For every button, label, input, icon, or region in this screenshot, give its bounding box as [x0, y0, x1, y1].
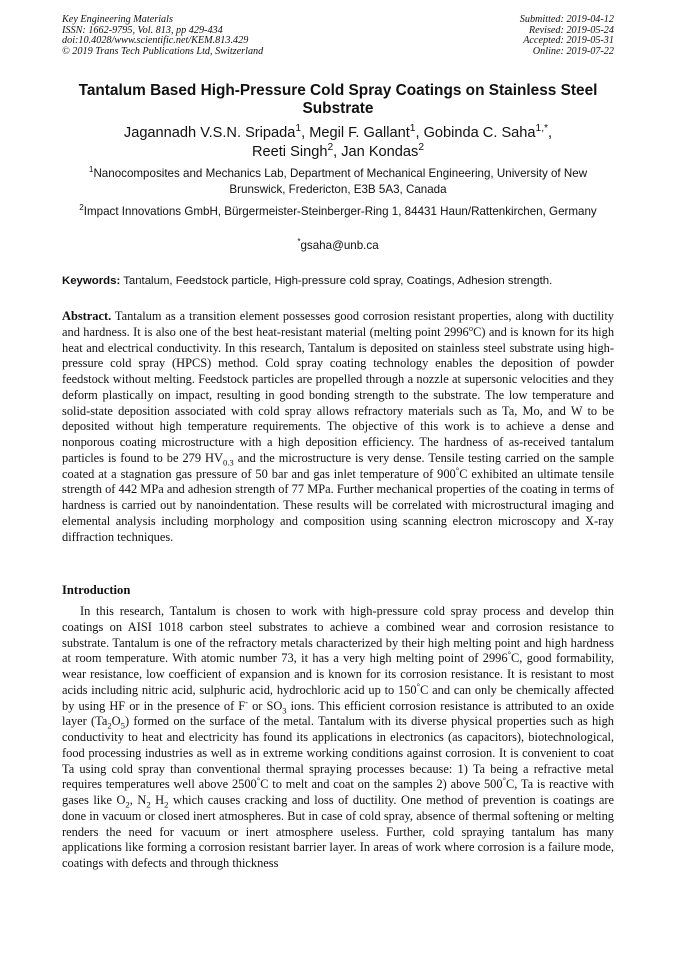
journal-issn: ISSN: 1662-9795, Vol. 813, pp 429-434: [62, 24, 223, 36]
author: Jagannadh V.S.N. Sripada$^1$,: [123, 123, 310, 141]
affiliation-1: $^1$Nanocomposites and Mechanics Lab, Department of Mechanical Engineering, University of New Brunswick, Fredericton, E3B 5A3, Canada: [88, 165, 588, 196]
introduction-heading: Introduction: [62, 583, 131, 597]
abstract-label: Abstract.: [62, 309, 112, 323]
revised-date: Revised: 2019-05-24: [528, 24, 614, 36]
journal-header-right: [520, 15, 614, 57]
journal-header-left: [62, 15, 263, 57]
abstract: Abstract. Tantalum as a transition element possesses good corrosion resistant properties, along with ductility and hardness. It is also one of the best heat-resistant material (melting point 2996$^o$C) and is known for its high heat and electrical conductivity. In this research, Tantalum is deposited on stainless steel substrate using high-pressure cold spray (HPCS) method. Cold spray coating technology enables the deposition of powder feedstock without melting. Feedstock particles are propelled through a nozzle at supersonic velocities and they deform plastically on impact, resulting in good bonding strength to the substrate. The low temperature and solid-state deposition associated with cold spray allows refractory materials such as Ta, Mo, and W to be deposited without high temperature requirements. The objective of this work is to achieve a dense and nonporous coating microstructure with a high deposition efficiency. The hardness of as-received tantalum particles is found to be 279 $HV_{0.3}$ and the microstructure is very dense. Tensile testing carried on the sample coated at a stagnation gas pressure of 50 bar and gas inlet temperature of 900°C exhibited an ultimate tensile strength of 442 MPa and adhesion strength of 77 MPa. Further mechanical properties of the coating in terms of hardness is carried out by nanoindentation. These results will be correlated with microstructural imaging and elemental analysis including morphology and composition using scanning electron microscopy and X-ray diffraction techniques.: [62, 309, 615, 544]
author: Gobinda C. Saha$^{1,*}$,: [423, 123, 553, 141]
journal-copyright: © 2019 Trans Tech Publications Ltd, Switzerland: [62, 45, 264, 57]
author: Megil F. Gallant$^1$,: [309, 123, 424, 141]
keywords-text: Tantalum, Feedstock particle, High-pressure cold spray, Coatings, Adhesion strength.: [120, 275, 553, 287]
affiliation-2: $^2$Impact Innovations GmbH, Bürgermeister-Steinberger-Ring 1, 84431 Haun/Rattenkirchen, Germany: [79, 203, 597, 218]
accepted-date: Accepted: 2019-05-31: [523, 35, 614, 47]
journal-name: Key Engineering Materials: [62, 14, 173, 25]
author: Reeti Singh$^2$,: [251, 142, 342, 160]
introduction-paragraph: In this research, Tantalum is chosen to work with high-pressure cold spray process and develop thin coatings on AISI 1018 carbon steel substrates to achieve a combined wear and corrosion resistance to substrate. Tantalum is one of the refractory metals characterized by their high melting point and high hardness at room temperature. With atomic number 73, it has a very high melting point of 2996°C, good formability, wear resistance, low coefficient of expansion and is known for its corrosion resistance. It is resistant to most acids including nitric acid, sulphuric acid, hydrochloric acid up to 150°C and can only be chemically affected by using HF or in the presence of F- or $SO_3$ ions. This efficient corrosion resistance is attributed to an oxide layer $(Ta_2O_5)$ formed on the surface of the metal. Tantalum with its diverse physical properties such as high conductivity to heat and electricity has found its applications in electronics (as capacitors), biotechnological, food processing industries as well as in extreme working conditions against corrosion. It is convenient to coat Ta using cold spray than conventional thermal spraying processes because: 1) Ta being a refractive metal requires temperatures well above 2500°C to melt and coat on the samples 2) above 500°C, Ta is reactive with gases like $O_2$, $N_2$ $H_2$ which causes cracking and loss of ductility. One method of prevention is coatings are done in vacuum or closed inert atmospheres. But in case of cold spray, absence of thermal softening or melting renders the need for vacuum or inert atmosphere useless. Further, cold spraying tantalum has many applications like forming a corrosion resistant barrier layer. In areas of work where corrosion is a failure mode, coatings with defects and through thickness: [62, 604, 614, 870]
author-list: [62, 124, 614, 162]
corresponding-email[interactable]: *gsaha@unb.ca: [297, 237, 379, 252]
author: Jan Kondas$^2$: [341, 142, 425, 160]
paper-title: Tantalum Based High-Pressure Cold Spray Coatings on Stainless Steel Substrate: [78, 82, 598, 117]
online-date: Online: 2019-07-22: [532, 45, 614, 57]
keywords: [62, 273, 622, 289]
submitted-date: Submitted: 2019-04-12: [519, 14, 614, 25]
journal-doi: doi:10.4028/www.scientific.net/KEM.813.429: [62, 35, 249, 47]
keywords-label: Keywords:: [62, 275, 121, 287]
